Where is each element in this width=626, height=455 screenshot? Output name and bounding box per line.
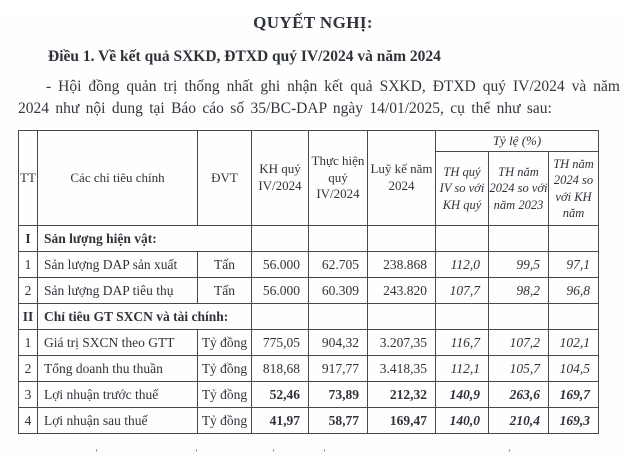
- unit-cell: Tỷ đồng: [198, 408, 252, 434]
- pct-vs-plan-quarter: 140,9: [436, 382, 489, 408]
- empty-cell: [436, 226, 489, 252]
- cutoff-mark: ʼ: [508, 448, 511, 455]
- year-total-value: 3.207,35: [368, 330, 436, 356]
- table-row: [19, 278, 599, 304]
- unit-cell: Tỷ đồng: [198, 356, 252, 382]
- document-title: QUYẾT NGHỊ:: [253, 13, 373, 32]
- document-page: [0, 13, 626, 455]
- pct-vs-prev-year: 98,2: [489, 278, 549, 304]
- indicator-label: Lợi nhuận sau thuế: [38, 408, 198, 434]
- indicator-label: Giá trị SXCN theo GTT: [38, 330, 198, 356]
- pct-vs-prev-year: 99,5: [489, 252, 549, 278]
- table-header: [19, 131, 599, 226]
- actual-quarter-value: 58,77: [309, 408, 368, 434]
- col-header-sub2: TH năm 2024 so với năm 2023: [489, 152, 549, 226]
- indicator-label: Sản lượng DAP sản xuất: [38, 252, 198, 278]
- row-number: 1: [19, 330, 38, 356]
- row-number: 2: [19, 356, 38, 382]
- pct-vs-plan-quarter: 112,1: [436, 356, 489, 382]
- plan-quarter-value: 56.000: [252, 252, 309, 278]
- plan-quarter-value: 56.000: [252, 278, 309, 304]
- col-header-luy-ke: Luỹ kế năm 2024: [368, 131, 436, 226]
- indicator-label: Sản lượng DAP tiêu thụ: [38, 278, 198, 304]
- section-row: [19, 226, 599, 252]
- empty-cell: [309, 226, 368, 252]
- plan-quarter-value: 52,46: [252, 382, 309, 408]
- col-header-label: Các chỉ tiêu chính: [38, 131, 198, 226]
- col-header-ty-le: Tỷ lệ (%): [436, 131, 599, 152]
- pct-vs-plan-quarter: 112,0: [436, 252, 489, 278]
- table-row: [19, 252, 599, 278]
- pct-vs-plan-year: 96,8: [549, 278, 599, 304]
- cutoff-mark: ʼ: [272, 448, 275, 455]
- row-number: 4: [19, 408, 38, 434]
- pct-vs-plan-quarter: 140,0: [436, 408, 489, 434]
- table-row: [19, 356, 599, 382]
- results-table: [18, 130, 599, 434]
- year-total-value: 169,47: [368, 408, 436, 434]
- actual-quarter-value: 73,89: [309, 382, 368, 408]
- col-header-th-quy: Thực hiện quý IV/2024: [309, 131, 368, 226]
- empty-cell: [549, 226, 599, 252]
- pct-vs-plan-year: 169,3: [549, 408, 599, 434]
- pct-vs-plan-year: 97,1: [549, 252, 599, 278]
- cutoff-mark: ʼ: [195, 448, 198, 455]
- actual-quarter-value: 62.705: [309, 252, 368, 278]
- row-number: 1: [19, 252, 38, 278]
- table-body: [19, 226, 599, 434]
- indicator-label: Tổng doanh thu thuần: [38, 356, 198, 382]
- unit-cell: Tấn: [198, 252, 252, 278]
- row-number: II: [19, 304, 38, 330]
- empty-cell: [309, 304, 368, 330]
- col-header-dvt: ĐVT: [198, 131, 252, 226]
- col-header-kh-quy: KH quý IV/2024: [252, 131, 309, 226]
- pct-vs-plan-year: 102,1: [549, 330, 599, 356]
- year-total-value: 212,32: [368, 382, 436, 408]
- col-header-sub1: TH quý IV so với KH quý: [436, 152, 489, 226]
- year-total-value: 238.868: [368, 252, 436, 278]
- unit-cell: Tỷ đồng: [198, 330, 252, 356]
- actual-quarter-value: 904,32: [309, 330, 368, 356]
- empty-cell: [252, 226, 309, 252]
- plan-quarter-value: 41,97: [252, 408, 309, 434]
- actual-quarter-value: 917,77: [309, 356, 368, 382]
- pct-vs-prev-year: 210,4: [489, 408, 549, 434]
- unit-cell: Tấn: [198, 278, 252, 304]
- cutoff-mark: ʼ: [323, 448, 326, 455]
- pct-vs-plan-year: 104,5: [549, 356, 599, 382]
- table-row: [19, 408, 599, 434]
- empty-cell: [549, 304, 599, 330]
- year-total-value: 3.418,35: [368, 356, 436, 382]
- empty-cell: [489, 226, 549, 252]
- empty-cell: [368, 304, 436, 330]
- table-row: [19, 382, 599, 408]
- col-header-sub3: TH năm 2024 so với KH năm: [549, 152, 599, 226]
- plan-quarter-value: 818,68: [252, 356, 309, 382]
- row-number: 2: [19, 278, 38, 304]
- pct-vs-plan-year: 169,7: [549, 382, 599, 408]
- plan-quarter-value: 775,05: [252, 330, 309, 356]
- actual-quarter-value: 60.309: [309, 278, 368, 304]
- section-row: [19, 304, 599, 330]
- pct-vs-plan-quarter: 116,7: [436, 330, 489, 356]
- table-row: [19, 330, 599, 356]
- empty-cell: [252, 304, 309, 330]
- intro-paragraph: - Hội đồng quản trị thống nhất ghi nhận kết quả SXKD, ĐTXD quý IV/2024 và năm 2024 như nội dung tại Báo cáo số 35/BC-DAP ngày 14/01/2025, cụ thể như sau:: [18, 78, 620, 117]
- unit-cell: Tỷ đồng: [198, 382, 252, 408]
- cutoff-text-line: [0, 447, 626, 455]
- section-label: Chỉ tiêu GT SXCN và tài chính:: [38, 304, 252, 330]
- indicator-label: Lợi nhuận trước thuế: [38, 382, 198, 408]
- year-total-value: 243.820: [368, 278, 436, 304]
- empty-cell: [368, 226, 436, 252]
- header-row-top: [19, 131, 599, 152]
- pct-vs-prev-year: 263,6: [489, 382, 549, 408]
- pct-vs-prev-year: 105,7: [489, 356, 549, 382]
- pct-vs-plan-quarter: 107,7: [436, 278, 489, 304]
- row-number: I: [19, 226, 38, 252]
- section-label: Sản lượng hiện vật:: [38, 226, 252, 252]
- article-heading: Điều 1. Về kết quả SXKD, ĐTXD quý IV/2024 và năm 2024: [48, 48, 441, 65]
- cutoff-mark: ʼ: [95, 448, 98, 455]
- empty-cell: [436, 304, 489, 330]
- empty-cell: [489, 304, 549, 330]
- pct-vs-prev-year: 107,2: [489, 330, 549, 356]
- row-number: 3: [19, 382, 38, 408]
- col-header-tt: TT: [19, 131, 38, 226]
